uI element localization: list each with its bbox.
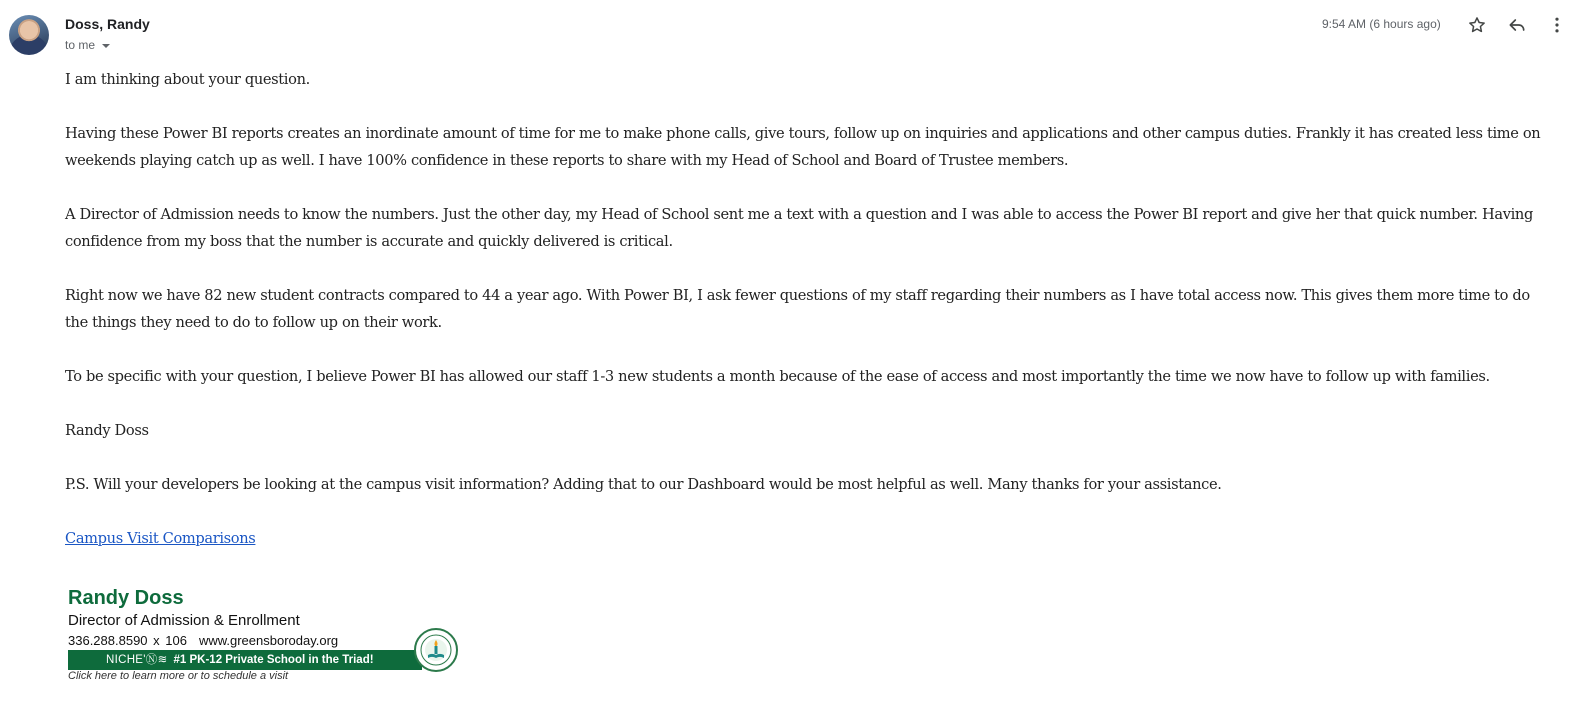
body-postscript: P.S. Will your developers be looking at the campus visit information? Adding that to our Dashboard would be most helpful as well. Many thanks for your assistance. <box>65 476 1222 493</box>
banner-text: #1 PK-12 Private School in the Triad! <box>173 654 374 666</box>
body-signoff: Randy Doss <box>65 422 149 439</box>
body-paragraph: A Director of Admission needs to know the numbers. Just the other day, my Head of School sent me a text with a question and I was able to access the Power BI report and give her that quick number. Having confidence from my boss that the number is accurate and quickly delivered is critical. <box>65 206 1533 250</box>
timestamp: 9:54 AM (6 hours ago) <box>1322 17 1441 31</box>
more-vert-icon <box>1547 15 1567 35</box>
body-paragraph: I am thinking about your question. <box>65 71 310 88</box>
email-body <box>65 66 1545 579</box>
signature-note[interactable]: Click here to learn more or to schedule a visit <box>68 670 289 682</box>
signature-website[interactable]: www.greensboroday.org <box>198 633 339 648</box>
reply-icon <box>1507 15 1527 35</box>
body-paragraph: Right now we have 82 new student contracts compared to 44 a year ago. With Power BI, I ask fewer questions of my staff regarding their numbers as I have total access now. This gives them more time to do the things they need to do to follow up on their work. <box>65 287 1530 331</box>
campus-visit-link[interactable]: Campus Visit Comparisons <box>65 530 256 547</box>
more-options-button[interactable] <box>1546 14 1568 36</box>
signature-phone: 336.288.8590 x 106 <box>68 633 187 648</box>
reply-button[interactable] <box>1506 14 1528 36</box>
recipient-label: to me <box>65 38 96 52</box>
recipient-dropdown[interactable] <box>65 38 110 52</box>
star-icon <box>1467 15 1487 35</box>
signature-name: Randy Doss <box>68 587 184 609</box>
signature-contact <box>68 632 468 650</box>
body-paragraph: Having these Power BI reports creates an inordinate amount of time for me to make phone calls, give tours, follow up on inquiries and applications and other campus duties. Frankly it has created less time on weekends playing catch up as well. I have 100% confidence in these reports to share with my Head of School and Board of Trustee members. <box>65 125 1541 169</box>
star-button[interactable] <box>1466 14 1488 36</box>
niche-logo: NICHE'Ⓝ≋ <box>106 654 168 666</box>
school-seal-icon <box>414 628 458 672</box>
signature-title: Director of Admission & Enrollment <box>68 612 300 629</box>
chevron-down-icon <box>102 44 110 48</box>
sender-avatar[interactable] <box>9 15 49 55</box>
signature-banner[interactable] <box>68 650 422 670</box>
body-paragraph: To be specific with your question, I believe Power BI has allowed our staff 1-3 new students a month because of the ease of access and most importantly the time we now have to follow up with families. <box>65 368 1490 385</box>
sender-name[interactable]: Doss, Randy <box>65 16 150 32</box>
email-signature[interactable] <box>68 586 468 682</box>
